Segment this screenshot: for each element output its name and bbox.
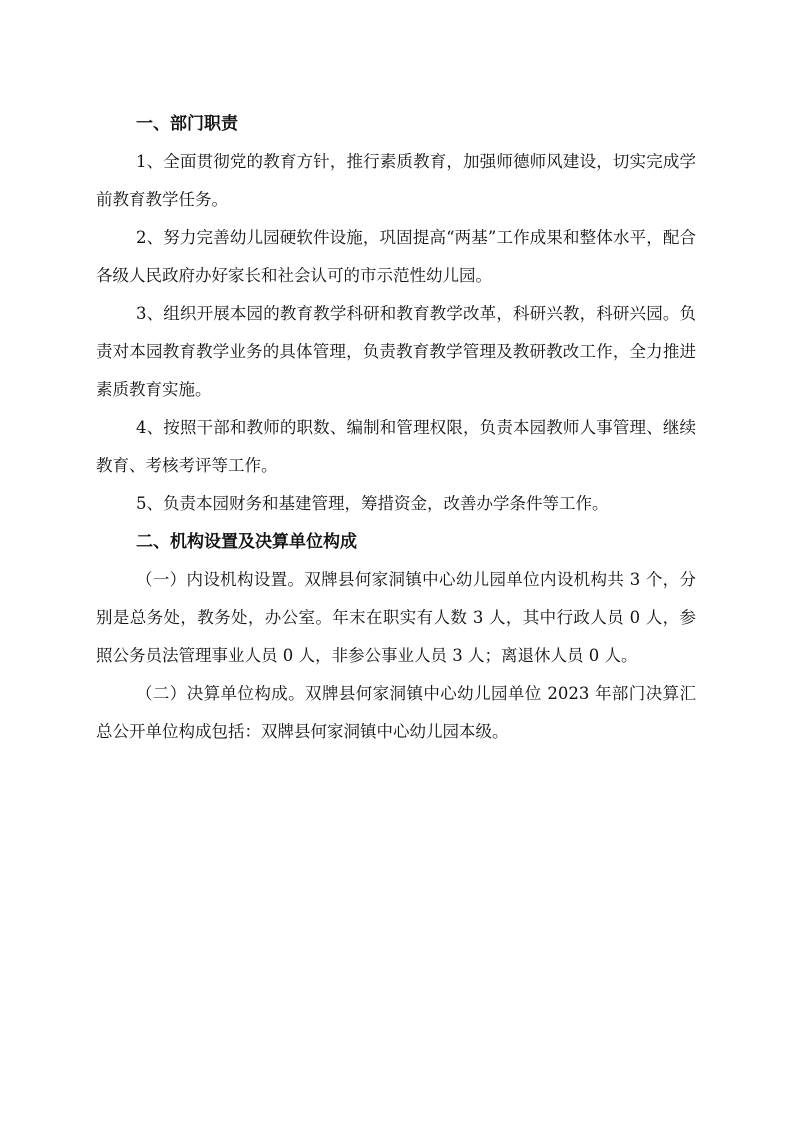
section-heading-organization: 二、机构设置及决算单位构成 bbox=[136, 532, 357, 552]
paragraph-duty-3: 3、组织开展本园的教育教学科研和教育教学改革，科研兴教，科研兴园。负责对本园教育教学业务的具体管理，负责教育教学管理及教研教改工作，全力推进素质教育实施。 bbox=[96, 304, 696, 399]
paragraph-duty-4: 4、按照干部和教师的职数、编制和管理权限，负责本园教师人事管理、继续教育、考核考评等工作。 bbox=[96, 418, 696, 475]
section-heading-department-duties: 一、部门职责 bbox=[136, 114, 238, 134]
paragraph-duty-2: 2、努力完善幼儿园硬软件设施，巩固提高“两基”工作成果和整体水平，配合各级人民政府办好家长和社会认可的市示范性幼儿园。 bbox=[96, 228, 696, 285]
document-body bbox=[96, 105, 696, 751]
paragraph-internal-structure: （一）内设机构设置。双牌县何家洞镇中心幼儿园单位内设机构共 3 个，分别是总务处，教务处，办公室。年末在职实有人数 3 人，其中行政人员 0 人，参照公务员法管理事业人员 0 人，非参公事业人员 3 人；离退休人员 0 人。 bbox=[96, 570, 696, 665]
paragraph-duty-1: 1、全面贯彻党的教育方针，推行素质教育，加强师德师风建设，切实完成学前教育教学任务。 bbox=[96, 152, 696, 209]
paragraph-duty-5: 5、负责本园财务和基建管理，筹措资金，改善办学条件等工作。 bbox=[136, 494, 609, 513]
paragraph-accounting-units: （二）决算单位构成。双牌县何家洞镇中心幼儿园单位 2023 年部门决算汇总公开单位构成包括：双牌县何家洞镇中心幼儿园本级。 bbox=[96, 684, 696, 741]
